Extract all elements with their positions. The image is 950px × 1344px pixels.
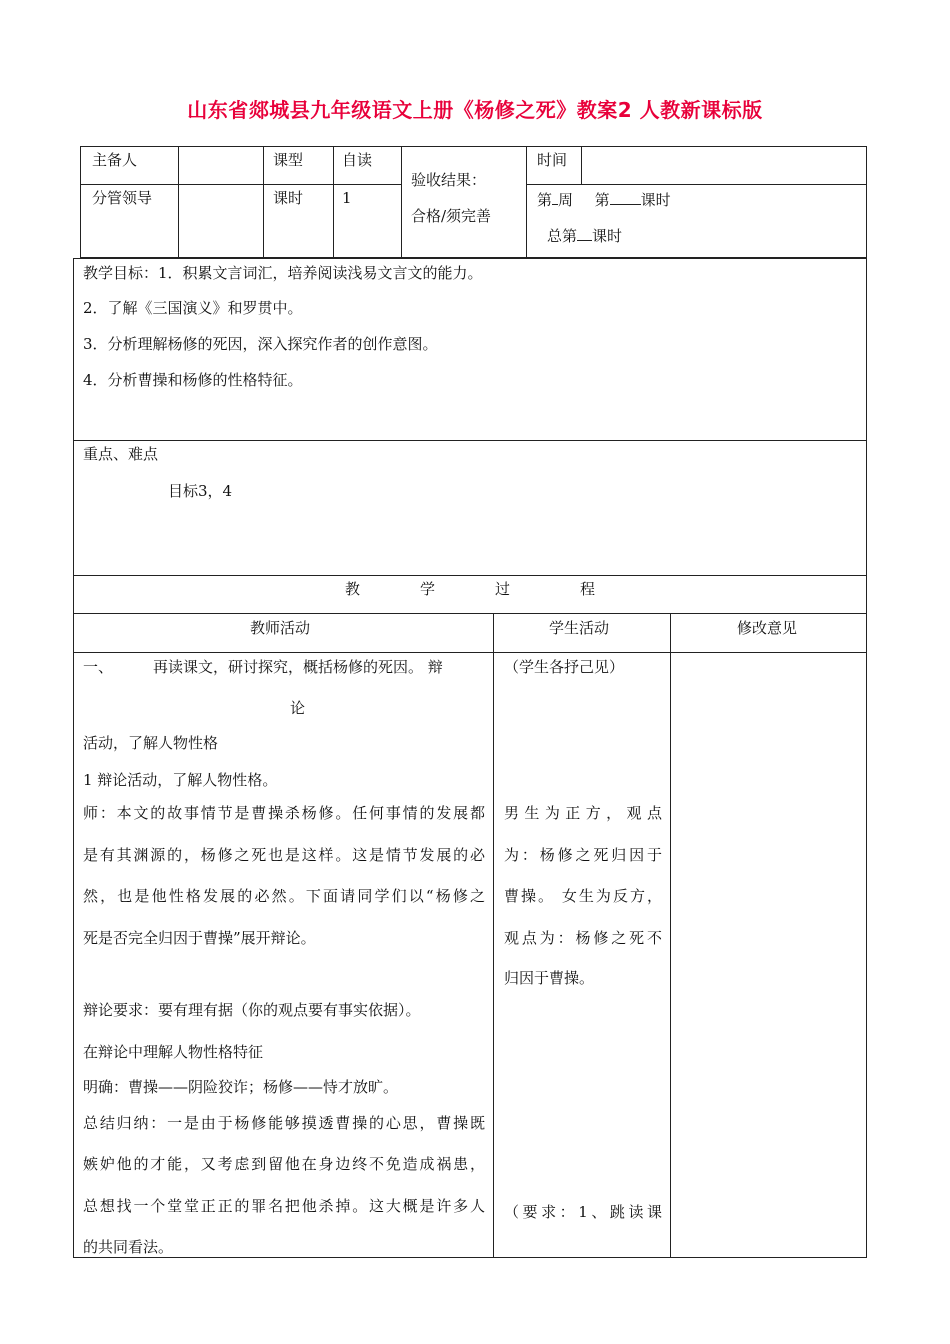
objective-2: 2．了解《三国演义》和罗贯中。 xyxy=(83,299,303,317)
activity-line: 活动，了解人物性格 xyxy=(83,734,219,752)
objective-3: 3．分析理解杨修的死因，深入探究作者的创作意图。 xyxy=(83,335,438,353)
item-text: 再读课文，研讨探究，概括杨修的死因。 辩 xyxy=(153,658,443,676)
revise-column xyxy=(671,653,866,1257)
period-value: 1 xyxy=(342,189,352,207)
summary-line-4: 的共同看法。 xyxy=(83,1238,174,1256)
process-title-char-3: 过 xyxy=(495,580,511,598)
lesson-type-label: 课型 xyxy=(273,151,304,169)
para1-line-4: 死是否完全归因于曹操”展开辩论。 xyxy=(83,929,316,947)
summary-line-1: 总结归纳：一是由于杨修能够摸透曹操的心思，曹操既 xyxy=(83,1114,485,1132)
document-title: 山东省郯城县九年级语文上册《杨修之死》教案2 人教新课标版 xyxy=(187,98,763,122)
check-label: 验收结果： xyxy=(411,171,487,189)
preparer-label: 主备人 xyxy=(92,151,138,169)
student-line-5: 归因于曹操。 xyxy=(504,969,595,987)
col-student-header: 学生活动 xyxy=(549,619,610,637)
key-points-value: 目标3，4 xyxy=(168,482,233,500)
debate-line: 1 辩论活动，了解人物性格。 xyxy=(83,771,278,789)
key-points-label: 重点、难点 xyxy=(83,445,159,463)
time-label: 时间 xyxy=(537,151,568,169)
total-lesson-field: 总第 课时 xyxy=(547,224,622,246)
debate-requirement: 辩论要求：要有理有据（你的观点要有事实依据）。 xyxy=(83,1001,421,1019)
period-label: 课时 xyxy=(273,189,304,207)
item-number: 一、 xyxy=(83,658,114,676)
col-teacher-header: 教师活动 xyxy=(250,619,311,637)
leader-label: 分管领导 xyxy=(92,189,153,207)
clarify-line: 明确：曹操——阴险狡诈；杨修——恃才放旷。 xyxy=(83,1078,399,1096)
check-value: 合格/须完善 xyxy=(411,207,492,225)
student-note-2: （要求：1、跳读课 xyxy=(504,1203,662,1221)
para1-line-1: 师：本文的故事情节是曹操杀杨修。任何事情的发展都 xyxy=(83,804,485,822)
col-revise-header: 修改意见 xyxy=(737,619,798,637)
week-field: 第 周 第 课时 xyxy=(537,188,671,210)
para1-line-2: 是有其渊源的，杨修之死也是这样。这是情节发展的必 xyxy=(83,846,485,864)
summary-line-3: 总想找一个堂堂正正的罪名把他杀掉。这大概是许多人 xyxy=(83,1197,485,1215)
process-title-char-1: 教 xyxy=(345,580,361,598)
objective-1: 教学目标：1．积累文言词汇，培养阅读浅易文言文的能力。 xyxy=(83,264,483,282)
para1-line-3: 然，也是他性格发展的必然。下面请同学们以“杨修之 xyxy=(83,887,485,905)
item-text-cont: 论 xyxy=(290,699,306,717)
student-line-4: 观点为：杨修之死不 xyxy=(504,929,662,947)
lesson-type-value: 自读 xyxy=(342,151,373,169)
student-note-1: （学生各抒己见） xyxy=(504,658,625,676)
student-line-2: 为：杨修之死归因于 xyxy=(504,846,662,864)
student-line-3: 曹操。 女生为反方， xyxy=(504,887,662,905)
process-title-char-4: 程 xyxy=(580,580,596,598)
understand-line: 在辩论中理解人物性格特征 xyxy=(83,1043,264,1061)
header-table xyxy=(80,146,867,258)
student-line-1: 男生为正方，观点 xyxy=(504,804,662,822)
summary-line-2: 嫉妒他的才能，又考虑到留他在身边终不免造成祸患， xyxy=(83,1155,485,1173)
process-title-char-2: 学 xyxy=(420,580,436,598)
objective-4: 4．分析曹操和杨修的性格特征。 xyxy=(83,371,303,389)
